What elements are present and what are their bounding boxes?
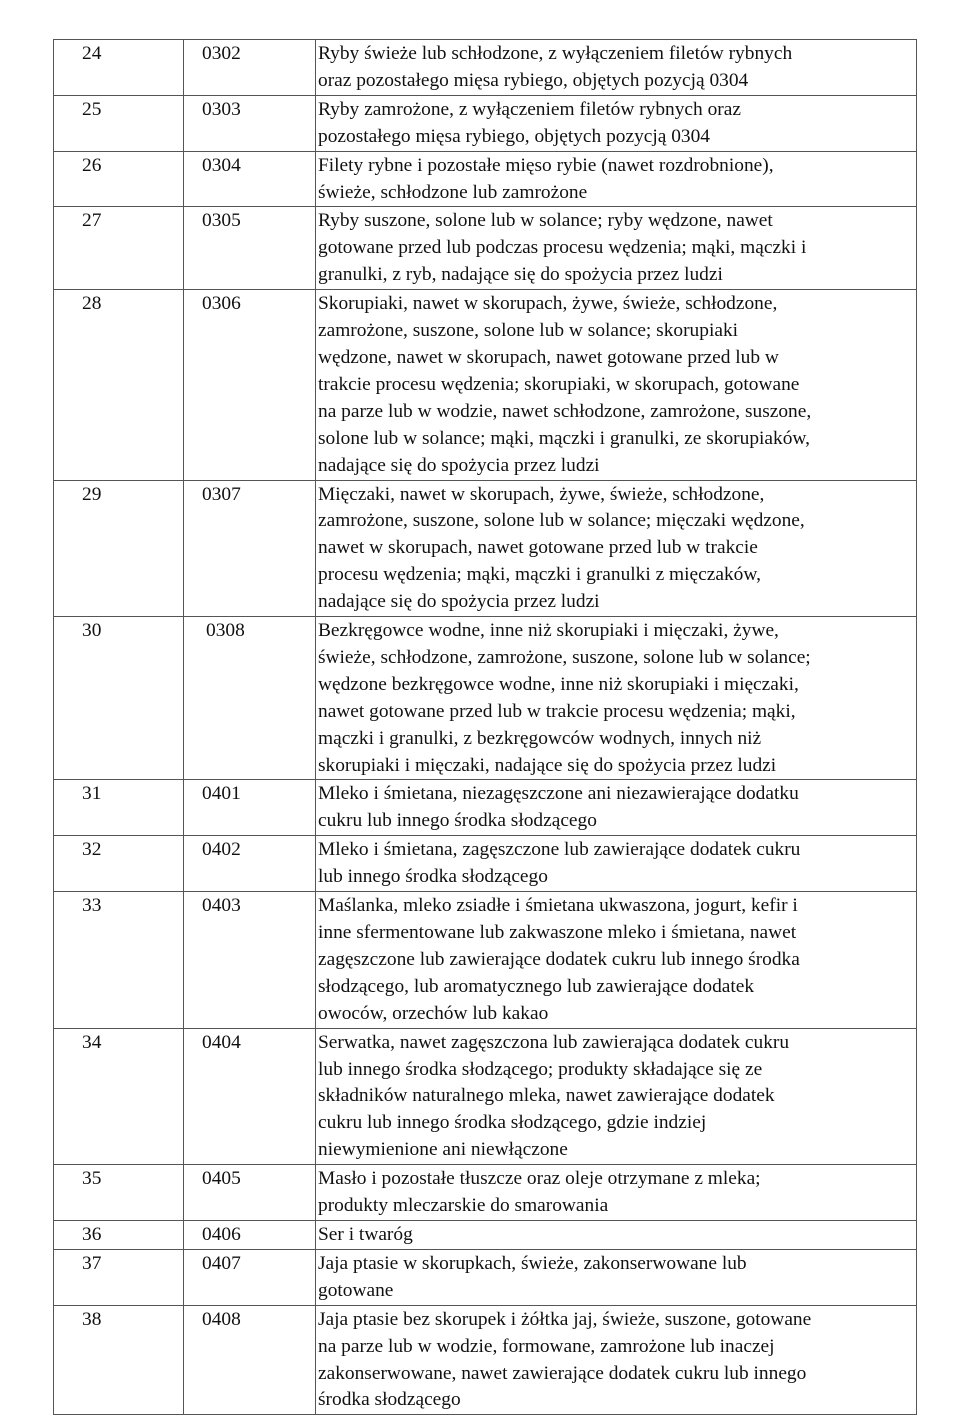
product-description <box>316 480 917 617</box>
description-line: mączki i granulki, z bezkręgowców wodnych, innych niż <box>318 727 762 749</box>
description-line: Bezkręgowce wodne, inne niż skorupiaki i mięczaki, żywe, <box>318 620 779 642</box>
description-line: zagęszczone lub zawierające dodatek cukru lub innego środka <box>318 948 800 970</box>
cn-code: 0407 <box>184 1249 316 1305</box>
product-description <box>316 95 917 151</box>
table-row <box>54 892 917 1029</box>
table-row <box>54 480 917 617</box>
row-number: 32 <box>54 836 184 892</box>
description-line: lub innego środka słodzącego <box>318 866 548 888</box>
table-row <box>54 836 917 892</box>
description-line: Serwatka, nawet zagęszczona lub zawierająca dodatek cukru <box>318 1031 790 1053</box>
description-line: oraz pozostałego mięsa rybiego, objętych pozycją 0304 <box>318 69 749 91</box>
description-line: trakcie procesu wędzenia; skorupiaki, w skorupach, gotowane <box>318 373 800 395</box>
table-row <box>54 1305 917 1415</box>
table-row <box>54 780 917 836</box>
cn-code: 0402 <box>184 836 316 892</box>
product-description <box>316 617 917 780</box>
description-line: świeże, schłodzone, zamrożone, suszone, solone lub w solance; <box>318 646 811 668</box>
table-row <box>54 40 917 96</box>
description-line: inne sfermentowane lub zakwaszone mleko i śmietana, nawet <box>318 922 797 943</box>
table-row <box>54 151 917 207</box>
description-line: procesu wędzenia; mąki, mączki i granulki z mięczaków, <box>318 564 761 586</box>
row-number: 38 <box>54 1305 184 1415</box>
description-line: na parze lub w wodzie, formowane, zamrożone lub inaczej <box>318 1335 775 1357</box>
description-line: gotowane <box>318 1279 394 1301</box>
row-number: 25 <box>54 95 184 151</box>
product-description <box>316 836 917 892</box>
description-line: Mleko i śmietana, zagęszczone lub zawierające dodatek cukru <box>318 839 801 861</box>
description-line: Ryby suszone, solone lub w solance; ryby wędzone, nawet <box>318 210 773 232</box>
description-line: Mięczaki, nawet w skorupach, żywe, świeże, schłodzone, <box>318 483 765 505</box>
description-line: Filety rybne i pozostałe mięso rybie (nawet rozdrobnione), <box>318 154 774 176</box>
description-line: Masło i pozostałe tłuszcze oraz oleje otrzymane z mleka; <box>318 1168 761 1190</box>
description-line: pozostałego mięsa rybiego, objętych pozycją 0304 <box>318 125 711 147</box>
table-row <box>54 1249 917 1305</box>
row-number: 28 <box>54 290 184 480</box>
cn-code: 0408 <box>184 1305 316 1415</box>
cn-code: 0302 <box>184 40 316 96</box>
description-line: słodzącego, lub aromatycznego lub zawierające dodatek <box>318 975 755 997</box>
description-line: świeże, schłodzone lub zamrożone <box>318 181 588 203</box>
description-line: gotowane przed lub podczas procesu wędzenia; mąki, mączki i <box>318 237 807 259</box>
cn-code: 0404 <box>184 1028 316 1165</box>
product-description <box>316 1028 917 1165</box>
row-number: 29 <box>54 480 184 617</box>
table-row <box>54 207 917 290</box>
tariff-table <box>53 39 917 1415</box>
product-description <box>316 892 917 1029</box>
description-line: skorupiaki i mięczaki, nadające się do spożycia przez ludzi <box>318 754 777 776</box>
description-line: granulki, z ryb, nadające się do spożycia przez ludzi <box>318 264 723 286</box>
description-line: nawet w skorupach, nawet gotowane przed lub w trakcie <box>318 537 758 559</box>
description-line: zakonserwowane, nawet zawierające dodatek cukru lub innego <box>318 1362 807 1384</box>
table-row <box>54 95 917 151</box>
row-number: 34 <box>54 1028 184 1165</box>
description-line: zamrożone, suszone, solone lub w solance; mięczaki wędzone, <box>318 510 805 532</box>
description-line: cukru lub innego środka słodzącego <box>318 810 597 832</box>
description-line: wędzone bezkręgowce wodne, inne niż skorupiaki i mięczaki, <box>318 673 799 695</box>
cn-code: 0405 <box>184 1165 316 1221</box>
document-page <box>53 39 916 1415</box>
product-description <box>316 1165 917 1221</box>
cn-code: 0307 <box>184 480 316 617</box>
cn-code: 0401 <box>184 780 316 836</box>
row-number: 30 <box>54 617 184 780</box>
description-line: lub innego środka słodzącego; produkty składające się ze <box>318 1058 763 1080</box>
description-line: na parze lub w wodzie, nawet schłodzone, zamrożone, suszone, <box>318 400 812 422</box>
product-description <box>316 1249 917 1305</box>
description-line: owoców, orzechów lub kakao <box>318 1002 549 1024</box>
description-line: Jaja ptasie w skorupkach, świeże, zakonserwowane lub <box>318 1252 747 1274</box>
cn-code: 0406 <box>184 1220 316 1249</box>
table-row <box>54 1165 917 1221</box>
description-line: nadające się do spożycia przez ludzi <box>318 454 600 476</box>
row-number: 35 <box>54 1165 184 1221</box>
description-line: Mleko i śmietana, niezagęszczone ani niezawierające dodatku <box>318 783 799 805</box>
description-line: Skorupiaki, nawet w skorupach, żywe, świeże, schłodzone, <box>318 293 778 315</box>
cn-code: 0305 <box>184 207 316 290</box>
description-line: niewymienione ani niewłączone <box>318 1139 568 1161</box>
description-line: składników naturalnego mleka, nawet zawierające dodatek <box>318 1085 775 1107</box>
description-line: środka słodzącego <box>318 1389 461 1411</box>
description-line: Ser i twaróg <box>318 1223 413 1245</box>
product-description <box>316 780 917 836</box>
product-description <box>316 290 917 480</box>
description-line: nawet gotowane przed lub w trakcie procesu wędzenia; mąki, <box>318 700 796 722</box>
description-line: Maślanka, mleko zsiadłe i śmietana ukwaszona, jogurt, kefir i <box>318 895 798 917</box>
description-line: Ryby świeże lub schłodzone, z wyłączeniem filetów rybnych <box>318 43 793 64</box>
row-number: 36 <box>54 1220 184 1249</box>
description-line: zamrożone, suszone, solone lub w solance; skorupiaki <box>318 320 739 342</box>
product-description <box>316 1305 917 1415</box>
product-description <box>316 1220 917 1249</box>
product-description <box>316 151 917 207</box>
table-row <box>54 1028 917 1165</box>
description-line: produkty mleczarskie do smarowania <box>318 1195 609 1217</box>
cn-code: 0306 <box>184 290 316 480</box>
description-line: solone lub w solance; mąki, mączki i granulki, ze skorupiaków, <box>318 427 810 449</box>
description-line: Jaja ptasie bez skorupek i żółtka jaj, świeże, suszone, gotowane <box>318 1308 812 1330</box>
row-number: 27 <box>54 207 184 290</box>
table-row <box>54 617 917 780</box>
row-number: 33 <box>54 892 184 1029</box>
cn-code: 0403 <box>184 892 316 1029</box>
row-number: 37 <box>54 1249 184 1305</box>
table-row <box>54 1220 917 1249</box>
table-row <box>54 290 917 480</box>
description-line: nadające się do spożycia przez ludzi <box>318 591 600 613</box>
description-line: cukru lub innego środka słodzącego, gdzie indziej <box>318 1112 707 1134</box>
cn-code: 0303 <box>184 95 316 151</box>
description-line: Ryby zamrożone, z wyłączeniem filetów rybnych oraz <box>318 98 741 120</box>
cn-code: 0308 <box>184 617 316 780</box>
row-number: 26 <box>54 151 184 207</box>
row-number: 31 <box>54 780 184 836</box>
description-line: wędzone, nawet w skorupach, nawet gotowane przed lub w <box>318 346 779 368</box>
tariff-table-body <box>54 40 917 1415</box>
cn-code: 0304 <box>184 151 316 207</box>
row-number: 24 <box>54 40 184 96</box>
product-description <box>316 207 917 290</box>
product-description <box>316 40 917 96</box>
